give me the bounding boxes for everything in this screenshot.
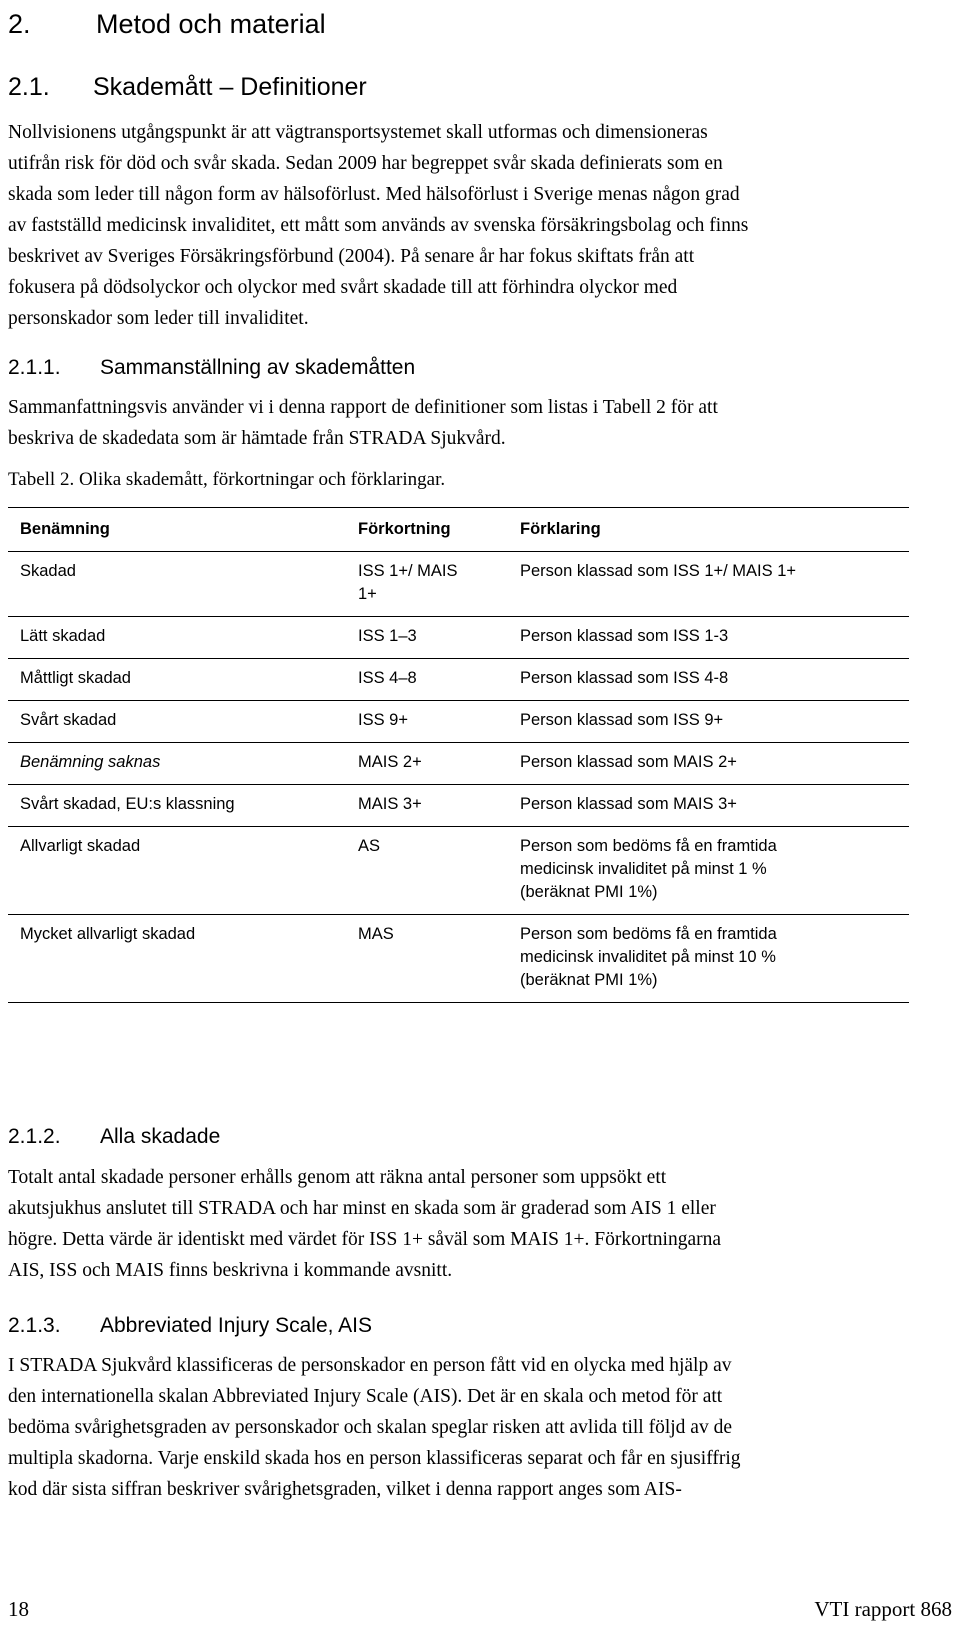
subsection-number: 2.1. [8, 73, 50, 101]
paragraph-line: akutsjukhus anslutet till STRADA och har minst en skada som är graderad som AIS 1 eller [8, 1198, 716, 1219]
cell-line: 1+ [358, 585, 377, 603]
cell-line: Person som bedöms få en framtida [520, 837, 777, 855]
subsubsection-heading [8, 1313, 372, 1339]
cell-abbreviation [346, 659, 508, 701]
ais-paragraph [8, 1350, 741, 1505]
definitions-table [8, 507, 909, 1003]
table-row [8, 617, 909, 659]
cell-abbreviation [346, 617, 508, 659]
table-row [8, 659, 909, 701]
cell-line: MAIS 3+ [358, 795, 422, 813]
column-header-explanation: Förklaring [508, 508, 909, 552]
subsubsection-number: 2.1.3. [8, 1314, 61, 1337]
paragraph-line: bedöma svårighetsgraden av personskador och skalan speglar risken att avlida till följd av de [8, 1417, 732, 1438]
cell-abbreviation [346, 743, 508, 785]
cell-line: MAIS 2+ [358, 753, 422, 771]
cell-line: Person klassad som MAIS 3+ [520, 795, 737, 813]
summary-paragraph [8, 392, 718, 454]
column-header-name: Benämning [8, 508, 346, 552]
paragraph-line: utifrån risk för död och svår skada. Sedan 2009 har begreppet svår skada definierats som en [8, 153, 723, 174]
cell-line: Person klassad som ISS 4-8 [520, 669, 729, 687]
paragraph-line: fokusera på dödsolyckor och olyckor med svårt skadade till att förhindra olyckor med [8, 277, 678, 298]
cell-line: Person klassad som ISS 1+/ MAIS 1+ [520, 562, 797, 580]
cell-abbreviation [346, 552, 508, 617]
table-row [8, 743, 909, 785]
paragraph-line: skada som leder till någon form av hälsoförlust. Med hälsoförlust i Sverige menas någon grad [8, 184, 740, 205]
cell-name: Benämning saknas [8, 743, 346, 785]
paragraph-line: Sammanfattningsvis använder vi i denna rapport de definitioner som listas i Tabell 2 för att [8, 397, 718, 418]
cell-line: Person som bedöms få en framtida [520, 925, 777, 943]
subsubsection-heading [8, 355, 415, 381]
cell-line: Person klassad som ISS 1-3 [520, 627, 729, 645]
paragraph-line: beskriva de skadedata som är hämtade från STRADA Sjukvård. [8, 428, 506, 449]
all-injured-paragraph [8, 1162, 721, 1286]
paragraph-line: högre. Detta värde är identiskt med värdet för ISS 1+ såväl som MAIS 1+. Förkortningarna [8, 1229, 722, 1250]
cell-name: Mycket allvarligt skadad [8, 915, 346, 1003]
paragraph-line: Totalt antal skadade personer erhålls genom att räkna antal personer som uppsökt ett [8, 1167, 667, 1188]
paragraph-line: Nollvisionens utgångspunkt är att vägtransportsystemet skall utformas och dimensioneras [8, 122, 708, 143]
paragraph-line: av fastställd medicinsk invaliditet, ett mått som används av svenska försäkringsbolag och finns [8, 215, 749, 236]
table-row [8, 915, 909, 1003]
section-title: Metod och material [96, 9, 326, 39]
intro-paragraph [8, 117, 748, 334]
cell-abbreviation [346, 915, 508, 1003]
cell-name: Måttligt skadad [8, 659, 346, 701]
cell-line: Person klassad som ISS 9+ [520, 711, 724, 729]
cell-abbreviation [346, 785, 508, 827]
cell-line: AS [358, 837, 381, 855]
section-heading [8, 8, 326, 40]
cell-explanation [508, 785, 909, 827]
table-row [8, 701, 909, 743]
cell-explanation [508, 659, 909, 701]
cell-name: Lätt skadad [8, 617, 346, 659]
cell-name: Svårt skadad [8, 701, 346, 743]
cell-line: ISS 4–8 [358, 669, 417, 687]
cell-line: medicinsk invaliditet på minst 1 % [520, 860, 767, 878]
subsubsection-title: Abbreviated Injury Scale, AIS [100, 1314, 372, 1337]
cell-line: ISS 9+ [358, 711, 408, 729]
cell-explanation [508, 552, 909, 617]
section-number: 2. [8, 9, 31, 39]
subsubsection-title: Sammanställning av skademåtten [100, 356, 416, 379]
paragraph-line: den internationella skalan Abbreviated Injury Scale (AIS). Det är en skala och metod för att [8, 1386, 723, 1407]
cell-line: medicinsk invaliditet på minst 10 % [520, 948, 776, 966]
subsubsection-heading [8, 1124, 220, 1150]
cell-explanation [508, 915, 909, 1003]
table-header-row [8, 508, 909, 552]
table-caption: Tabell 2. Olika skademått, förkortningar och förklaringar. [8, 469, 446, 490]
cell-explanation [508, 617, 909, 659]
cell-line: ISS 1–3 [358, 627, 417, 645]
subsection-heading [8, 72, 367, 102]
cell-name: Allvarligt skadad [8, 827, 346, 915]
table-row [8, 785, 909, 827]
cell-name: Svårt skadad, EU:s klassning [8, 785, 346, 827]
paragraph-line: kod där sista siffran beskriver svårighetsgraden, vilket i denna rapport anges som AIS- [8, 1479, 682, 1500]
cell-explanation [508, 827, 909, 915]
paragraph-line: I STRADA Sjukvård klassificeras de personskador en person fått vid en olycka med hjälp av [8, 1355, 732, 1376]
report-title: VTI rapport 868 [814, 1597, 952, 1621]
paragraph-line: personskador som leder till invaliditet. [8, 308, 309, 329]
cell-line: (beräknat PMI 1%) [520, 883, 658, 901]
subsubsection-title: Alla skadade [100, 1125, 221, 1148]
cell-line: Person klassad som MAIS 2+ [520, 753, 737, 771]
subsection-title: Skademått – Definitioner [93, 73, 367, 101]
cell-line: ISS 1+/ MAIS [358, 562, 458, 580]
paragraph-line: AIS, ISS och MAIS finns beskrivna i kommande avsnitt. [8, 1260, 453, 1281]
cell-explanation [508, 743, 909, 785]
cell-line: (beräknat PMI 1%) [520, 971, 658, 989]
page-number: 18 [8, 1597, 29, 1621]
column-header-abbreviation: Förkortning [346, 508, 508, 552]
paragraph-line: multipla skadorna. Varje enskild skada hos en person klassificeras separat och får en sjusiffrig [8, 1448, 741, 1469]
subsubsection-number: 2.1.2. [8, 1125, 61, 1148]
cell-abbreviation [346, 701, 508, 743]
paragraph-line: beskrivet av Sveriges Försäkringsförbund (2004). På senare år har fokus skiftats från att [8, 246, 695, 267]
subsubsection-number: 2.1.1. [8, 356, 61, 379]
cell-name: Skadad [8, 552, 346, 617]
table-row [8, 827, 909, 915]
table-body [8, 552, 909, 1003]
cell-abbreviation [346, 827, 508, 915]
table-row [8, 552, 909, 617]
cell-line: MAS [358, 925, 394, 943]
cell-explanation [508, 701, 909, 743]
